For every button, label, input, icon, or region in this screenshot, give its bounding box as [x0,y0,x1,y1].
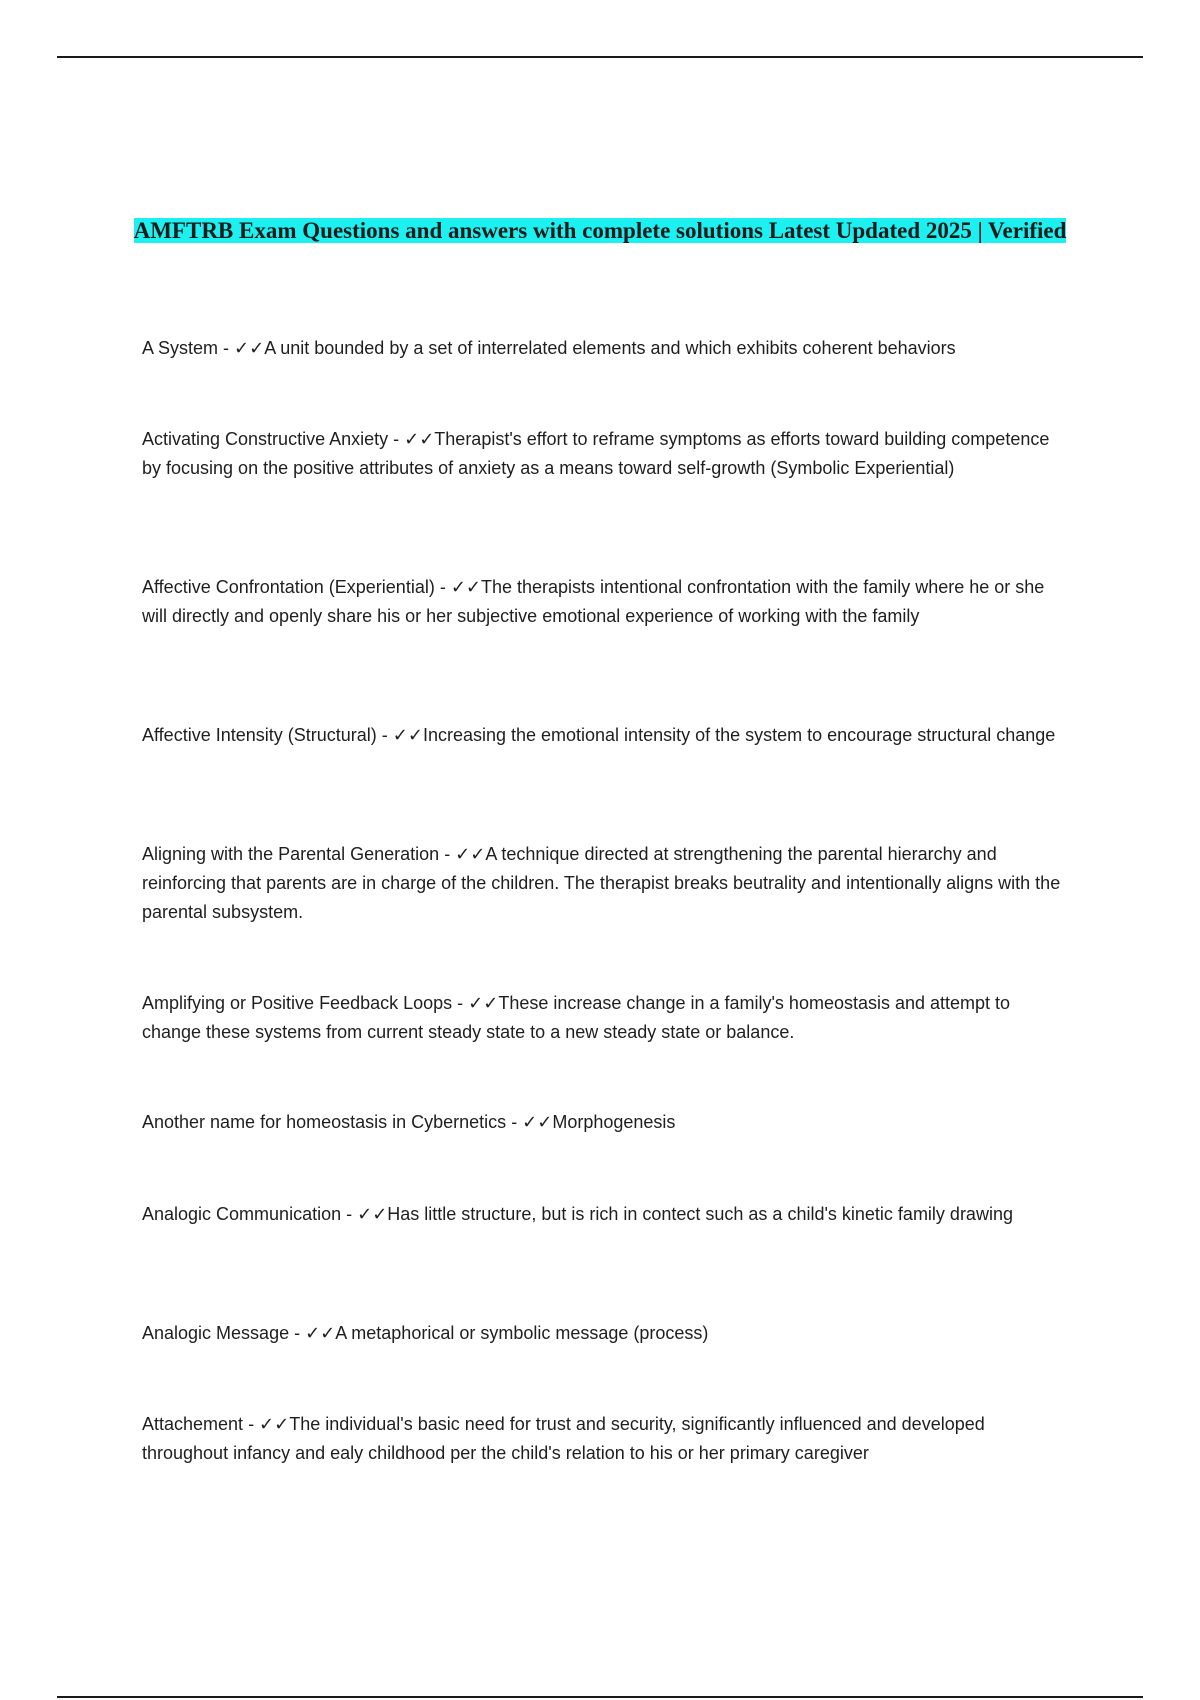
document-title [120,216,1080,246]
glossary-entry [142,573,1072,631]
entry-separator: - ✓✓ [341,1204,388,1224]
glossary-entry [142,1319,1072,1348]
entry-definition: Has little structure, but is rich in contect such as a child's kinetic family drawing [387,1204,1013,1224]
entry-term: Attachement [142,1414,244,1434]
entry-term: Activating Constructive Anxiety [142,429,389,449]
glossary-entry [142,1410,1072,1468]
entry-separator: - ✓✓ [506,1112,553,1132]
entry-term: Affective Intensity (Structural) [142,725,377,745]
entry-definition: A metaphorical or symbolic message (process) [335,1323,709,1343]
entry-term: Aligning with the Parental Generation [142,844,440,864]
entry-separator: - ✓✓ [218,338,265,358]
glossary-entry [142,721,1072,750]
entry-definition: A unit bounded by a set of interrelated elements and which exhibits coherent behaviors [264,338,956,358]
entry-definition: The therapists intentional confrontation with the family where he or she will directly and openly share his or her subjective emotional experience of working with the family [142,577,1045,626]
entry-definition: Increasing the emotional intensity of the system to encourage structural change [422,725,1056,745]
footer-rule [57,1696,1143,1698]
entry-definition: The individual's basic need for trust and security, significantly influenced and developed throughout infancy and ealy childhood per the child's relation to his or her primary caregiver [142,1414,985,1463]
entry-separator: - ✓✓ [243,1414,290,1434]
entry-separator: - ✓✓ [289,1323,336,1343]
entry-term: Analogic Message [142,1323,290,1343]
entry-separator: - ✓✓ [439,844,486,864]
glossary-entry [142,334,1072,363]
glossary-entry [142,1200,1072,1229]
glossary-entry [142,840,1072,927]
entry-term: Amplifying or Positive Feedback Loops [142,993,453,1013]
entry-term: A System [142,338,219,358]
entry-separator: - ✓✓ [434,577,481,597]
entry-term: Analogic Communication [142,1204,342,1224]
entry-definition: Therapist's effort to reframe symptoms as efforts toward building competence by focusing on the positive attributes of anxiety as a means toward self-growth (Symbolic Experiential) [142,429,1050,478]
glossary-entry [142,989,1072,1047]
entry-separator: - ✓✓ [452,993,499,1013]
entry-separator: - ✓✓ [376,725,423,745]
glossary-entry [142,1108,1072,1137]
glossary-entry [142,425,1072,483]
entry-definition: A technique directed at strengthening the parental hierarchy and reinforcing that parents are in charge of the children. The therapist breaks beutrality and intentionally aligns with the parental subsystem. [142,844,1061,922]
entry-definition: These increase change in a family's homeostasis and attempt to change these systems from current steady state to a new steady state or balance. [142,993,1011,1042]
header-rule [57,56,1143,58]
document-title-text: AMFTRB Exam Questions and answers with complete solutions Latest Updated 2025 | Verified [133,218,1067,243]
entry-separator: - ✓✓ [388,429,435,449]
entry-definition: Morphogenesis [552,1112,676,1132]
entry-term: Another name for homeostasis in Cybernetics [142,1112,507,1132]
entry-term: Affective Confrontation (Experiential) [142,577,435,597]
